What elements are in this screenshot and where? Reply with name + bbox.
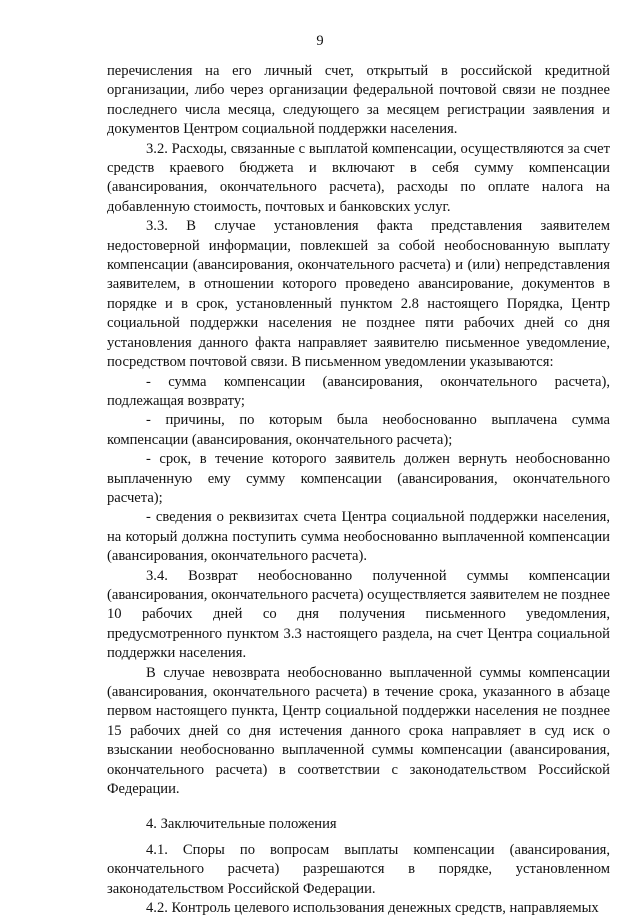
paragraph-3-4: 3.4. Возврат необоснованно полученной суммы компенсации (авансирования, окончательного расчета) осуществляется заявителем не позднее 10 рабочих дней со дня получения письменного уведомления, предусмотренного пунктом 3.3 настоящего раздела, на счет Центра социальной поддержки населения. xyxy=(107,567,610,662)
list-item-reasons: - причины, по которым была необоснованно выплачена сумма компенсации (авансирования, окончательного расчета); xyxy=(107,412,610,448)
document-body xyxy=(107,62,610,918)
paragraph-4-1: 4.1. Споры по вопросам выплаты компенсации (авансирования, окончательного расчета) разрешаются в порядке, установленном законодательством Российской Федерации. xyxy=(107,841,610,897)
list-item-account-details: - сведения о реквизитах счета Центра социальной поддержки населения, на который должна поступить сумма необоснованно выплаченной компенсации (авансирования, окончательного расчета). xyxy=(107,509,610,565)
paragraph-4-2: 4.2. Контроль целевого использования денежных средств, направляемых xyxy=(146,900,599,917)
paragraph-3-3: 3.3. В случае установления факта представления заявителем недостоверной информации, повлекшей за собой необоснованную выплату компенсации (авансирования, окончательного расчета) и (или) непредставления заявителем, в отношении которого проведено авансирование, документов в порядке и в срок, установленный пунктом 2.8 настоящего Порядка, Центр социальной поддержки населения не позднее пяти рабочих дней со дня установления данного факта направляет заявителю письменное уведомление, посредством почтовой связи. В письменном уведомлении указываются: xyxy=(107,218,610,371)
paragraph-3-4-nonreturn: В случае невозврата необоснованно выплаченной суммы компенсации (авансирования, окончательного расчета) в течение срока, указанного в абзаце первом настоящего пункта, Центр социальной поддержки населения не позднее 15 рабочих дней со дня истечения данного срока направляет в суд иск о взыскании необоснованно выплаченной суммы компенсации (авансирования, окончательного расчета) в соответствии с законодательством Российской Федерации. xyxy=(107,664,610,798)
paragraph-3-2: 3.2. Расходы, связанные с выплатой компенсации, осуществляются за счет средств краевого бюджета и включают в себя сумму компенсации (авансирования, окончательного расчета), расходы по оплате налога на добавленную стоимость, почтовых и банковских услуг. xyxy=(107,140,610,215)
section-heading: 4. Заключительные положения xyxy=(146,816,337,833)
paragraph-continuation: перечисления на его личный счет, открытый в российской кредитной организации, либо через организации федеральной почтовой связи не позднее последнего числа месяца, следующего за месяцем регистрации заявления и документов Центром социальной поддержки населения. xyxy=(107,63,610,138)
list-item-deadline: - срок, в течение которого заявитель должен вернуть необоснованно выплаченную ему сумму компенсации (авансирования, окончательного расчета); xyxy=(107,451,610,506)
list-item-amount: - сумма компенсации (авансирования, окончательного расчета), подлежащая возврату; xyxy=(107,373,610,409)
page-number: 9 xyxy=(316,33,324,49)
